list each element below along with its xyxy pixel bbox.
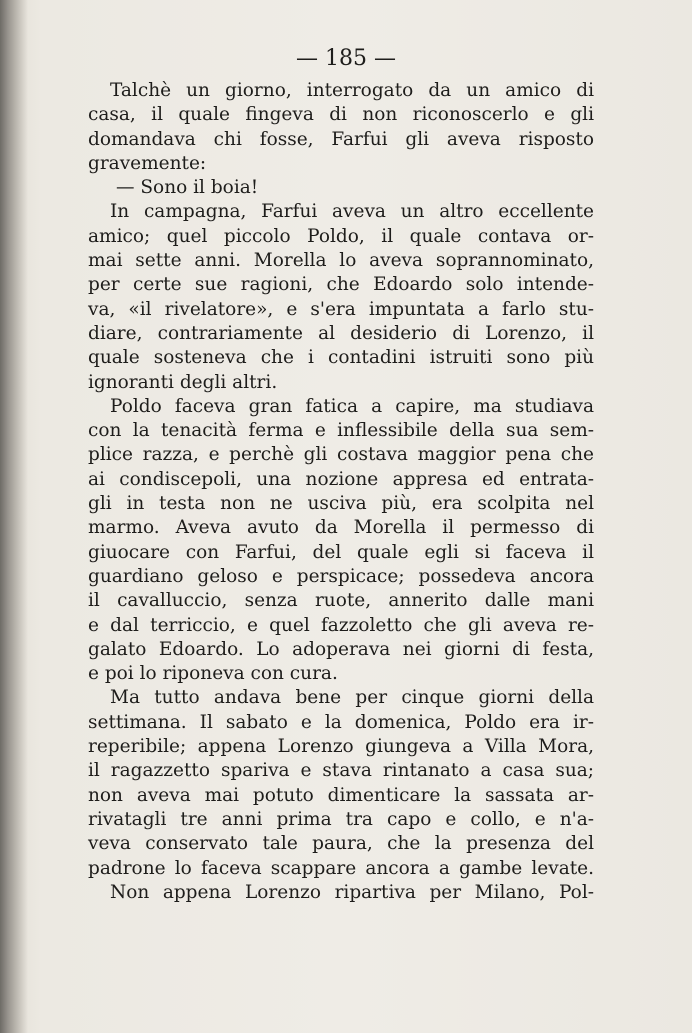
text-line: mai sette anni. Morella lo aveva soprannominato, bbox=[88, 250, 594, 272]
text-line: con la tenacità ferma e inflessibile della sua sem- bbox=[88, 420, 594, 442]
text-line: il ragazzetto spariva e stava rintanato a casa sua; bbox=[88, 760, 594, 782]
text-line: per certe sue ragioni, che Edoardo solo intende- bbox=[88, 274, 594, 296]
text-line: giuocare con Farfui, del quale egli si faceva il bbox=[88, 541, 594, 563]
text-line: settimana. Il sabato e la domenica, Poldo era ir- bbox=[88, 711, 594, 733]
text-line: il cavalluccio, senza ruote, annerito dalle mani bbox=[88, 590, 594, 612]
text-line: marmo. Aveva avuto da Morella il permesso di bbox=[88, 517, 594, 539]
text-line: Poldo faceva gran fatica a capire, ma studiava bbox=[110, 395, 594, 417]
text-line: casa, il quale fingeva di non riconoscerlo e gli bbox=[88, 104, 594, 126]
text-line: diare, contrariamente al desiderio di Lorenzo, il bbox=[88, 322, 594, 344]
page-number: — 185 — bbox=[296, 46, 396, 71]
text-line: padrone lo faceva scappare ancora a gambe levate. bbox=[88, 857, 594, 879]
page-body-text bbox=[88, 79, 594, 905]
text-line: veva conservato tale paura, che la presenza del bbox=[88, 833, 594, 855]
book-spine-shadow bbox=[0, 0, 28, 1033]
text-line: guardiano geloso e perspicace; possedeva ancora bbox=[88, 565, 594, 587]
text-line: reperibile; appena Lorenzo giungeva a Villa Mora, bbox=[88, 736, 594, 758]
text-line: In campagna, Farfui aveva un altro eccellente bbox=[110, 201, 594, 223]
text-line: plice razza, e perchè gli costava maggior pena che bbox=[88, 444, 594, 466]
text-line: Talchè un giorno, interrogato da un amico di bbox=[110, 80, 594, 101]
text-line: ai condiscepoli, una nozione appresa ed entrata- bbox=[88, 468, 594, 490]
text-line: amico; quel piccolo Poldo, il quale contava or- bbox=[88, 225, 594, 247]
text-line: gravemente: bbox=[88, 152, 207, 174]
text-line: rivatagli tre anni prima tra capo e collo, e n'a- bbox=[88, 808, 594, 830]
text-line: quale sosteneva che i contadini istruiti sono più bbox=[88, 347, 594, 369]
text-line: e poi lo riponeva con cura. bbox=[88, 663, 338, 685]
text-line: non aveva mai potuto dimenticare la sassata ar- bbox=[88, 784, 594, 806]
text-line: Ma tutto andava bene per cinque giorni della bbox=[110, 687, 594, 709]
text-line: — Sono il boia! bbox=[116, 177, 259, 199]
text-line: galato Edoardo. Lo adoperava nei giorni di festa, bbox=[88, 638, 594, 660]
text-line: ignoranti degli altri. bbox=[88, 371, 278, 393]
text-line: Non appena Lorenzo ripartiva per Milano, Pol- bbox=[110, 881, 594, 903]
text-line: domandava chi fosse, Farfui gli aveva risposto bbox=[88, 128, 594, 150]
text-line: va, «il rivelatore», e s'era impuntata a farlo stu- bbox=[88, 298, 594, 320]
text-line: e dal terriccio, e quel fazzoletto che gli aveva re- bbox=[88, 614, 594, 636]
text-line: gli in testa non ne usciva più, era scolpita nel bbox=[88, 493, 594, 515]
